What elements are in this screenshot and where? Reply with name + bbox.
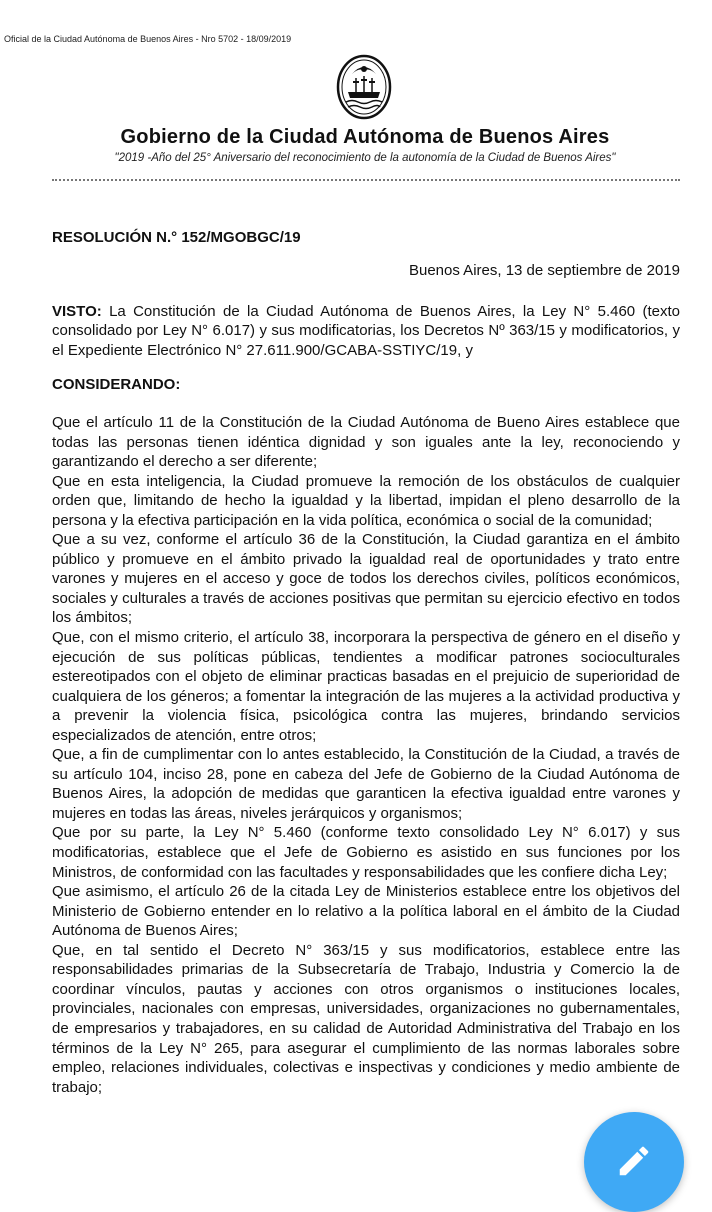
- header-divider: [52, 179, 680, 181]
- visto-paragraph: [52, 302, 680, 360]
- edit-fab-button[interactable]: [584, 1112, 684, 1212]
- considerando-body: [52, 413, 680, 1097]
- considerando-paragraph: Que el artículo 11 de la Constitución de la Ciudad Autónoma de Bueno Aires establece que todas las personas tienen idéntica dignidad y son iguales ante la ley, reconociendo y garantizando el derecho a ser diferente;: [52, 414, 680, 471]
- considerando-paragraph: Que, en tal sentido el Decreto N° 363/15 y sus modificatorios, establece entre las responsabilidades primarias de la Subsecretaría de Trabajo, Industria y Comercio la de coordinar vínculos, pautas y acciones con otros organismos o instituciones locales, provinciales, nacionales con empresas, universidades, organizaciones no gubernamentales, de empresarios y trabajadores, en su calidad de Autoridad Administrativa del Trabajo en los términos de la Ley N° 265, para asegurar el cumplimiento de las normas laborales sobre empleo, relaciones individuales, colectivas e inspectivas y condiciones y medio ambiente de trabajo;: [52, 941, 680, 1096]
- considerando-paragraph: Que a su vez, conforme el artículo 36 de la Constitución, la Ciudad garantiza en el ámbito público y promueve en el ámbito privado la igualdad real de oportunidades y trato entre varones y mujeres en el acceso y goce de todos los derechos civiles, políticos económicos, sociales y culturales a través de acciones positivas que permitan su ejercicio efectivo en todos los ámbitos;: [52, 531, 680, 627]
- city-seal-icon: [334, 52, 394, 122]
- considerando-paragraph: Que, con el mismo criterio, el artículo 38, incorporara la perspectiva de género en el diseño y ejecución de sus políticas públicas, tendientes a modificar patrones socioculturales estereotipados con el objeto de eliminar practicas basadas en el prejuicio de superioridad de cualquiera de los géneros; a fomentar la integración de las mujeres a la actividad productiva y a prevenir la violencia física, psicológica contra las mujeres, brindando servicios especializados de atención, entre otros;: [52, 629, 680, 744]
- considerando-paragraph: Que por su parte, la Ley N° 5.460 (conforme texto consolidado Ley N° 6.017) y sus modificatorias, establece que el Jefe de Gobierno es asistido en sus funciones por los Ministros, de conformidad con las facultades y responsabilidades que les confiere dicha Ley;: [52, 824, 680, 881]
- government-motto: "2019 -Año del 25° Aniversario del reconocimiento de la autonomía de la Ciudad de Buenos Aires": [114, 152, 616, 164]
- considerando-heading: CONSIDERANDO:: [52, 376, 181, 393]
- considerando-paragraph: Que en esta inteligencia, la Ciudad promueve la remoción de los obstáculos de cualquier orden que, limitando de hecho la igualdad y la libertad, impidan el pleno desarrollo de la persona y la efectiva participación en la vida política, económica o social de la comunidad;: [52, 472, 680, 529]
- considerando-paragraph: Que asimismo, el artículo 26 de la citada Ley de Ministerios establece entre los objetivos del Ministerio de Gobierno entender en lo relativo a la política laboral en el ámbito de la Ciudad Autónoma de Buenos Aires;: [52, 883, 680, 940]
- government-title: Gobierno de la Ciudad Autónoma de Buenos Aires: [120, 126, 610, 148]
- edit-pencil-icon: [615, 1142, 653, 1180]
- bulletin-header-line: Oficial de la Ciudad Autónoma de Buenos Aires - Nro 5702 - 18/09/2019: [4, 34, 292, 44]
- visto-text: La Constitución de la Ciudad Autónoma de Buenos Aires, la Ley N° 5.460 (texto consolidado por Ley N° 6.017) y sus modificatorias, los Decretos Nº 363/15 y modificatorios, y el Expediente Electrónico N° 27.611.900/GCABA-SSTIYC/19, y: [52, 303, 680, 359]
- visto-label: VISTO:: [52, 303, 102, 320]
- resolution-date: Buenos Aires, 13 de septiembre de 2019: [408, 262, 680, 279]
- resolution-number: RESOLUCIÓN N.° 152/MGOBGC/19: [52, 229, 301, 246]
- considerando-paragraph: Que, a fin de cumplimentar con lo antes establecido, la Constitución de la Ciudad, a través de su artículo 104, inciso 28, pone en cabeza del Jefe de Gobierno de la Ciudad Autónoma de Buenos Aires, la adopción de medidas que garanticen la efectiva igualdad entre varones y mujeres en todas las áreas, niveles jerárquicos y organismos;: [52, 746, 680, 822]
